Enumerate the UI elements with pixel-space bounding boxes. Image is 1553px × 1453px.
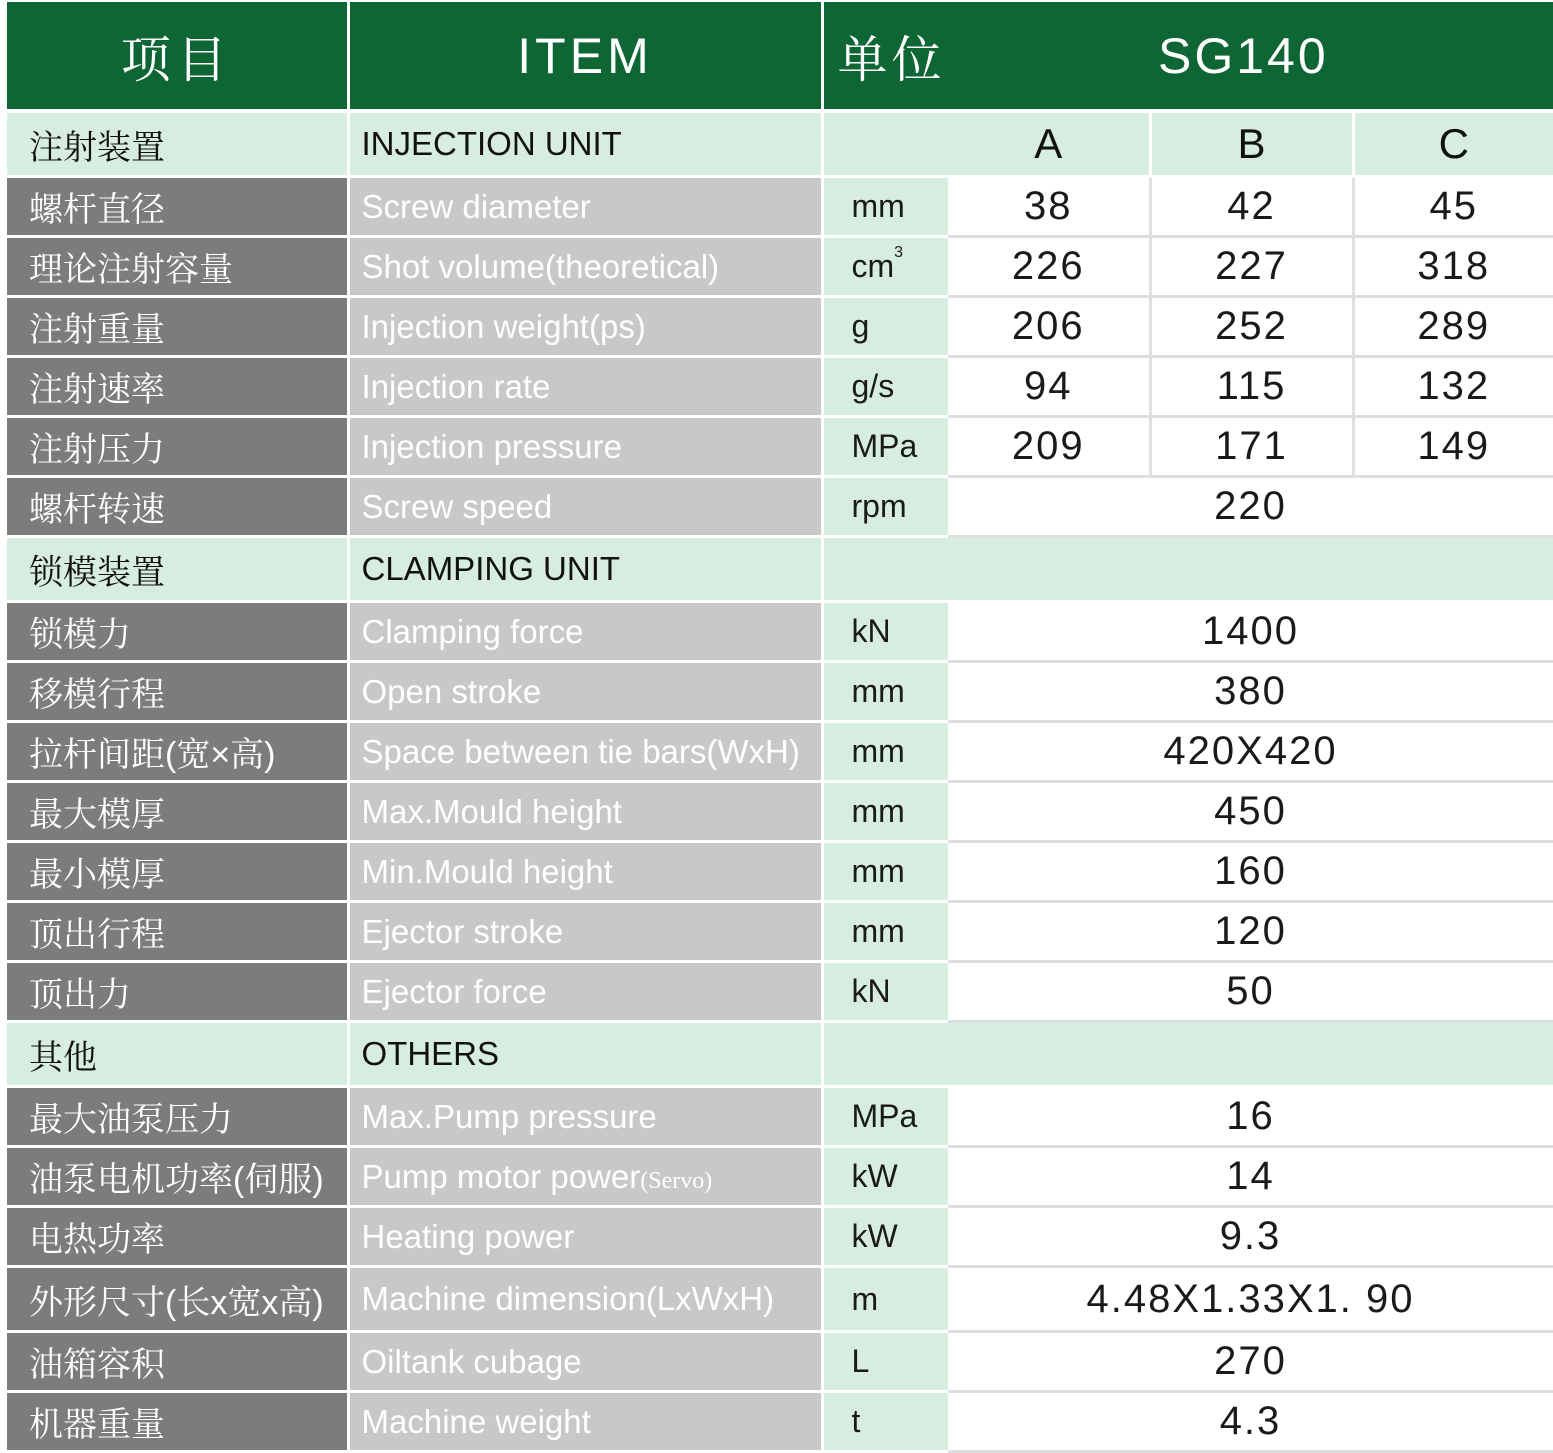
col-b-label: B	[1150, 111, 1353, 177]
row-unit: MPa	[822, 417, 948, 477]
table-row	[7, 477, 1553, 537]
row-cn: 螺杆直径	[7, 177, 348, 237]
row-unit: mm	[822, 842, 948, 902]
section-others	[7, 1022, 1553, 1087]
value: 160	[948, 842, 1553, 902]
value: 4.3	[948, 1392, 1553, 1452]
row-cn: 外形尺寸(长x宽x高)	[7, 1267, 348, 1332]
row-en: Clamping force	[348, 602, 822, 662]
section-unit	[822, 537, 948, 602]
value: 450	[948, 782, 1553, 842]
section-en: INJECTION UNIT	[348, 111, 822, 177]
value: 14	[948, 1147, 1553, 1207]
value-b: 115	[1150, 357, 1353, 417]
section-unit	[822, 111, 948, 177]
section-fill	[948, 1022, 1553, 1087]
row-unit: t	[822, 1392, 948, 1452]
value-c: 45	[1353, 177, 1553, 237]
value-a: 38	[948, 177, 1150, 237]
row-cn: 顶出力	[7, 962, 348, 1022]
table-row	[7, 1267, 1553, 1332]
table-row	[7, 177, 1553, 237]
value-b: 171	[1150, 417, 1353, 477]
row-unit: L	[822, 1332, 948, 1392]
row-en: Screw diameter	[348, 177, 822, 237]
value-a: 209	[948, 417, 1150, 477]
row-unit	[822, 237, 948, 297]
row-en: Machine weight	[348, 1392, 822, 1452]
section-clamping	[7, 537, 1553, 602]
row-unit: mm	[822, 782, 948, 842]
row-cn: 锁模力	[7, 602, 348, 662]
row-en: Ejector stroke	[348, 902, 822, 962]
row-cn: 油箱容积	[7, 1332, 348, 1392]
row-en: Min.Mould height	[348, 842, 822, 902]
table-row	[7, 1087, 1553, 1147]
header-model: SG140	[948, 2, 1553, 111]
section-en: CLAMPING UNIT	[348, 537, 822, 602]
row-en: Max.Mould height	[348, 782, 822, 842]
row-unit: kW	[822, 1147, 948, 1207]
row-en: Open stroke	[348, 662, 822, 722]
table-row	[7, 297, 1553, 357]
value-c: 318	[1353, 237, 1553, 297]
row-en: Screw speed	[348, 477, 822, 537]
table-row	[7, 357, 1553, 417]
row-en: Shot volume(theoretical)	[348, 237, 822, 297]
row-en: Injection pressure	[348, 417, 822, 477]
row-en	[348, 1147, 822, 1207]
table-row	[7, 1147, 1553, 1207]
row-en: Machine dimension(LxWxH)	[348, 1267, 822, 1332]
spec-table	[7, 2, 1553, 1453]
row-en: Space between tie bars(WxH)	[348, 722, 822, 782]
value-b: 252	[1150, 297, 1353, 357]
row-unit: g/s	[822, 357, 948, 417]
header-unit: 单位	[822, 2, 948, 111]
table-row	[7, 662, 1553, 722]
row-en: Injection weight(ps)	[348, 297, 822, 357]
table-row	[7, 722, 1553, 782]
value-c: 289	[1353, 297, 1553, 357]
value: 1400	[948, 602, 1553, 662]
row-cn: 注射重量	[7, 297, 348, 357]
value: 420X420	[948, 722, 1553, 782]
col-c-label: C	[1353, 111, 1553, 177]
table-row	[7, 1332, 1553, 1392]
section-unit	[822, 1022, 948, 1087]
row-en-text: Pump motor power	[361, 1157, 641, 1195]
row-en: Heating power	[348, 1207, 822, 1267]
value-c: 132	[1353, 357, 1553, 417]
value: 4.48X1.33X1. 90	[948, 1267, 1553, 1332]
row-unit: g	[822, 297, 948, 357]
row-cn: 移模行程	[7, 662, 348, 722]
row-unit: mm	[822, 722, 948, 782]
value-a: 226	[948, 237, 1150, 297]
value: 120	[948, 902, 1553, 962]
value: 380	[948, 662, 1553, 722]
row-cn: 螺杆转速	[7, 477, 348, 537]
row-en-suffix: (Servo)	[640, 1167, 713, 1194]
value: 220	[948, 477, 1553, 537]
row-cn: 机器重量	[7, 1392, 348, 1452]
table-row	[7, 902, 1553, 962]
value: 16	[948, 1087, 1553, 1147]
value: 270	[948, 1332, 1553, 1392]
row-cn: 顶出行程	[7, 902, 348, 962]
table-row	[7, 842, 1553, 902]
row-unit: m	[822, 1267, 948, 1332]
section-en: OTHERS	[348, 1022, 822, 1087]
row-en: Ejector force	[348, 962, 822, 1022]
header-item-cn: 项目	[7, 2, 348, 111]
table-row	[7, 602, 1553, 662]
row-unit: mm	[822, 902, 948, 962]
value-c: 149	[1353, 417, 1553, 477]
row-unit: kN	[822, 962, 948, 1022]
row-cn: 理论注射容量	[7, 237, 348, 297]
table-row	[7, 1392, 1553, 1452]
value-b: 42	[1150, 177, 1353, 237]
value-b: 227	[1150, 237, 1353, 297]
table-row	[7, 1207, 1553, 1267]
row-cn: 油泵电机功率(伺服)	[7, 1147, 348, 1207]
row-cn: 拉杆间距(宽×高)	[7, 722, 348, 782]
row-en: Oiltank cubage	[348, 1332, 822, 1392]
section-cn: 注射装置	[7, 111, 348, 177]
unit-text: cm	[851, 248, 895, 284]
table-row	[7, 237, 1553, 297]
value-a: 206	[948, 297, 1150, 357]
row-unit: kW	[822, 1207, 948, 1267]
row-unit: kN	[822, 602, 948, 662]
row-cn: 注射速率	[7, 357, 348, 417]
section-cn: 锁模装置	[7, 537, 348, 602]
section-fill	[948, 537, 1553, 602]
row-cn: 电热功率	[7, 1207, 348, 1267]
section-cn: 其他	[7, 1022, 348, 1087]
row-en: Injection rate	[348, 357, 822, 417]
header-item-en: ITEM	[348, 2, 822, 111]
table-row	[7, 417, 1553, 477]
row-en: Max.Pump pressure	[348, 1087, 822, 1147]
table-row	[7, 962, 1553, 1022]
row-cn: 注射压力	[7, 417, 348, 477]
value: 9.3	[948, 1207, 1553, 1267]
row-unit: MPa	[822, 1087, 948, 1147]
row-unit: mm	[822, 177, 948, 237]
row-unit: rpm	[822, 477, 948, 537]
header-row	[7, 2, 1553, 111]
value: 50	[948, 962, 1553, 1022]
row-cn: 最大油泵压力	[7, 1087, 348, 1147]
unit-superscript: 3	[894, 244, 904, 261]
table-row	[7, 782, 1553, 842]
row-cn: 最小模厚	[7, 842, 348, 902]
value-a: 94	[948, 357, 1150, 417]
row-cn: 最大模厚	[7, 782, 348, 842]
row-unit: mm	[822, 662, 948, 722]
section-injection	[7, 111, 1553, 177]
col-a-label: A	[948, 111, 1150, 177]
